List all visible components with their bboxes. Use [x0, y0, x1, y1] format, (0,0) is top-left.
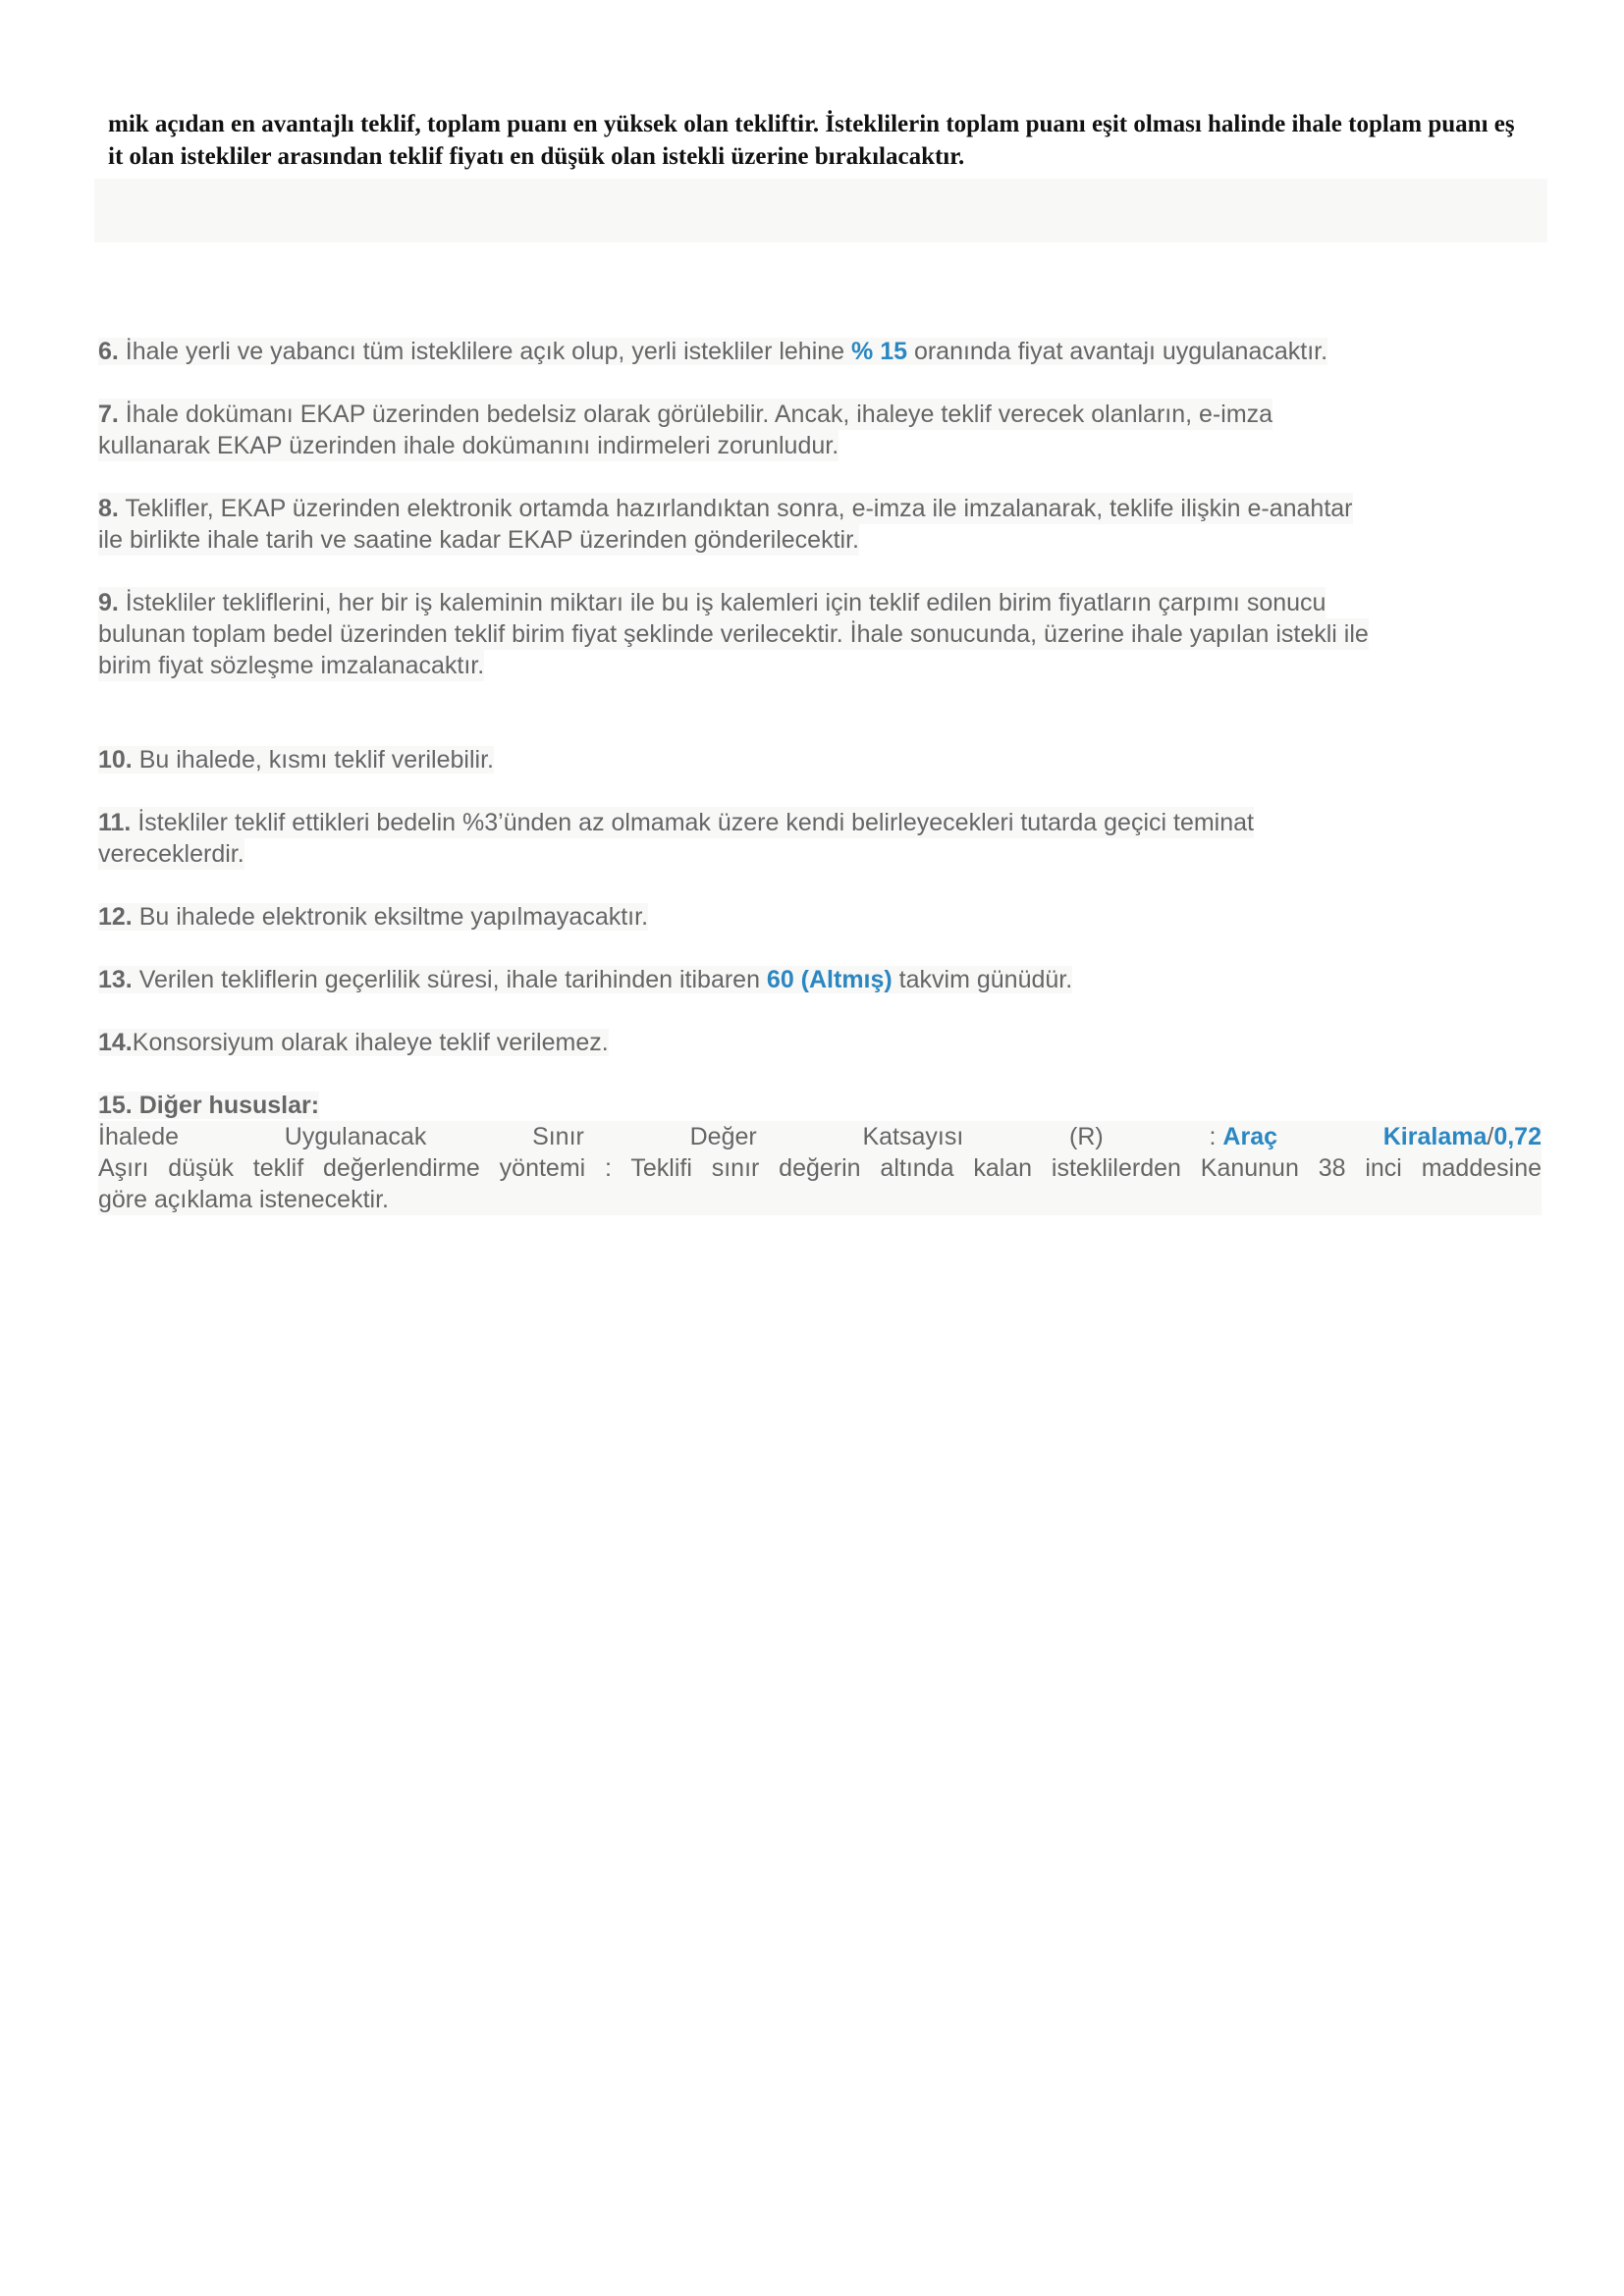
clause-text: İstekliler tekliflerini, her bir iş kaleminin miktarı ile bu iş kalemleri için teklif edilen birim fiyatların çarpımı sonucu [118, 589, 1326, 616]
clause-7 [98, 399, 1542, 461]
clause-text: ile birlikte ihale tarih ve saatine kadar EKAP üzerinden gönderilecektir. [98, 526, 859, 554]
clause-heading: 15. Diğer hususlar: [98, 1092, 320, 1119]
clause-text: Verilen tekliflerin geçerlilik süresi, ihale tarihinden itibaren [132, 966, 767, 993]
clause-10 [98, 744, 1542, 775]
limit-coefficient-row [98, 1121, 1542, 1152]
word: Sınır [532, 1123, 584, 1150]
clause-text: Bu ihalede, kısmı teklif verilebilir. [132, 746, 494, 774]
clause-text: İhale dokümanı EKAP üzerinden bedelsiz olarak görülebilir. Ancak, ihaleye teklif verecek olanların, e-imza [118, 400, 1273, 428]
clause-number: 10. [98, 746, 133, 774]
clause-text: oranında fiyat avantajı uygulanacaktır. [907, 338, 1328, 365]
price-advantage-value: % 15 [851, 338, 907, 365]
intro-paragraph [108, 108, 1600, 173]
slash: / [1487, 1123, 1494, 1150]
word: Katsayısı [862, 1123, 964, 1150]
clause-number: 12. [98, 903, 133, 931]
clause-number: 8. [98, 495, 119, 522]
clause-number: 13. [98, 966, 133, 993]
clause-text: birim fiyat sözleşme imzalanacaktır. [98, 652, 485, 679]
clause-8 [98, 493, 1542, 556]
clause-14 [98, 1027, 1542, 1058]
clause-13 [98, 964, 1542, 995]
clause-text: İstekliler teklif ettikleri bedelin %3’ünden az olmamak üzere kendi belirleyecekleri tutarda geçici teminat [131, 809, 1254, 836]
clause-text: İhale yerli ve yabancı tüm isteklilere açık olup, yerli istekliler lehine [118, 338, 852, 365]
clause-6 [98, 336, 1542, 367]
category-value: Kiralama [1382, 1123, 1488, 1150]
clause-list [98, 336, 1542, 1215]
clause-text: vereceklerdir. [98, 840, 244, 868]
colon: : [1209, 1123, 1217, 1150]
clause-number: 6. [98, 338, 119, 365]
word: (R) [1069, 1123, 1104, 1150]
clause-text: Konsorsiyum olarak ihaleye teklif verilemez. [132, 1029, 609, 1056]
word: İhalede [98, 1123, 180, 1150]
clause-text: Teklifler, EKAP üzerinden elektronik ortamda hazırlandıktan sonra, e-imza ile imzalanarak, teklife ilişkin e-anahtar [118, 495, 1353, 522]
clause-12 [98, 901, 1542, 933]
clause-number: 11. [98, 809, 132, 836]
blank-shaded-band [94, 179, 1547, 242]
validity-period-value: 60 (Altmış) [766, 966, 893, 993]
category-value: Araç [1222, 1123, 1277, 1150]
clause-number: 9. [98, 589, 119, 616]
clause-number: 14. [98, 1029, 133, 1056]
clause-9 [98, 587, 1542, 681]
clause-text: Aşırı düşük teklif değerlendirme yöntemi : Teklifi sınır değerin altında kalan isteklilerden Kanunun 38 inci maddesine [98, 1154, 1542, 1182]
intro-line-2: it olan istekliler arasından teklif fiyatı en düşük olan istekli üzerine bırakılacaktır. [108, 143, 965, 170]
coefficient-value: 0,72 [1493, 1123, 1542, 1150]
word: Değer [689, 1123, 757, 1150]
clause-11 [98, 807, 1542, 870]
clause-text: göre açıklama istenecektir. [98, 1184, 1542, 1215]
clause-number: 7. [98, 400, 119, 428]
clause-text: bulunan toplam bedel üzerinden teklif birim fiyat şeklinde verilecektir. İhale sonucunda, üzerine ihale yapılan istekli ile [98, 620, 1369, 648]
clause-text: Bu ihalede elektronik eksiltme yapılmayacaktır. [132, 903, 649, 931]
intro-line-1: mik açıdan en avantajlı teklif, toplam puanı en yüksek olan tekliftir. İsteklilerin toplam puanı eşit olması halinde ihale toplam puanı eş [108, 111, 1515, 137]
word: Uygulanacak [284, 1123, 427, 1150]
clause-text: takvim günüdür. [892, 966, 1073, 993]
clause-text: kullanarak EKAP üzerinden ihale dokümanını indirmeleri zorunludur. [98, 432, 839, 459]
clause-15 [98, 1090, 1542, 1215]
